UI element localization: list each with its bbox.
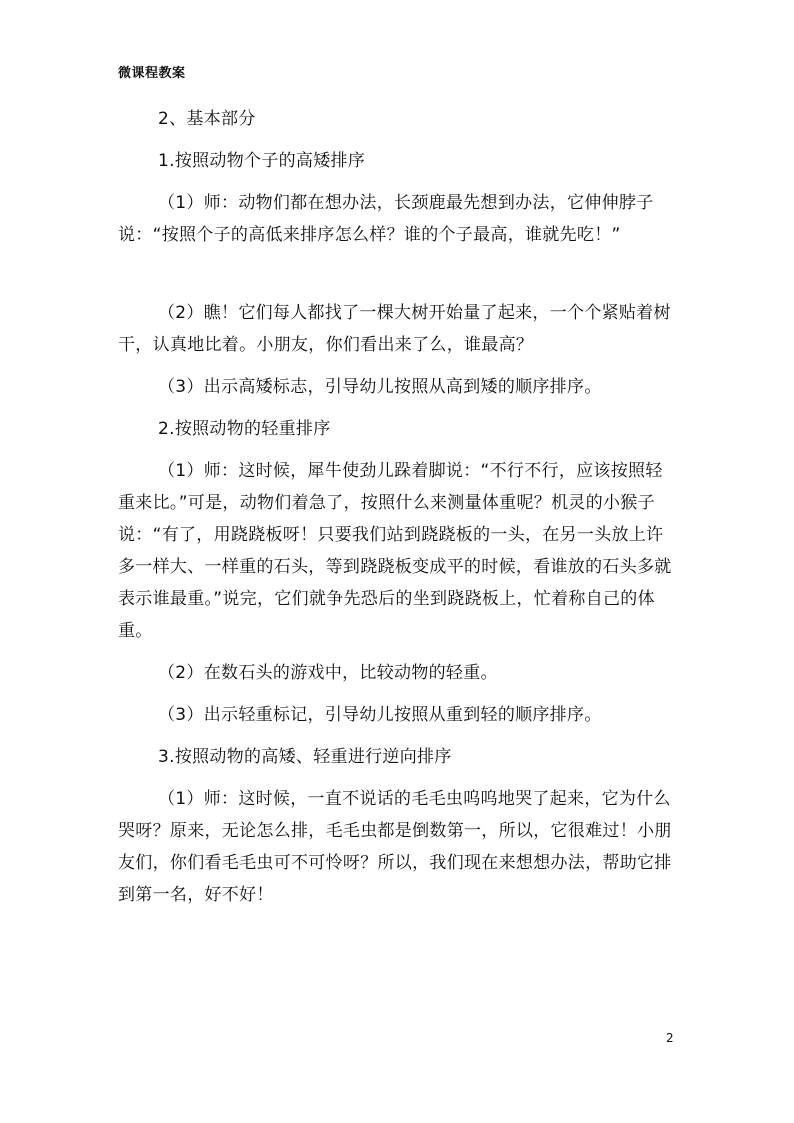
paragraph-height-3: （3）出示高矮标志，引导幼儿按照从高到矮的顺序排序。 (158, 377, 602, 397)
paragraph-height-1: （1）师：动物们都在想办法，长颈鹿最先想到办法，它伸伸脖子说：“按照个子的高低来排序怎么样？谁的个子最高，谁就先吃！” (118, 193, 654, 245)
paragraph-reverse-1: （1）师：这时候，一直不说话的毛毛虫呜呜地哭了起来，它为什么哭呀？原来，无论怎么排，毛毛虫都是倒数第一，所以，它很难过！小朋友们，你们看毛毛虫可不可怜呀？所以，我们现在来想想办法，帮助它排到第一名，好不好！ (118, 789, 672, 905)
page-number: 2 (666, 1031, 674, 1045)
paragraph-weight-1: （1）师：这时候，犀牛使劲儿跺着脚说：“不行不行，应该按照轻重来比。”可是，动物们着急了，按照什么来测量体重呢？机灵的小猴子说：“有了，用跷跷板呀！只要我们站到跷跷板的一头，在另一头放上许多一样大、一样重的石头，等到跷跷板变成平的时候，看谁放的石头多就表示谁最重。”说完，它们就争先恐后的坐到跷跷板上，忙着称自己的体重。 (118, 461, 672, 641)
subsection-heading-weight: 2.按照动物的轻重排序 (158, 419, 331, 439)
paragraph-weight-2: （2）在数石头的游戏中，比较动物的轻重。 (158, 663, 498, 683)
document-header: 微课程教案 (118, 66, 186, 81)
paragraph-height-2: （2）瞧！它们每人都找了一棵大树开始量了起来，一个个紧贴着树干，认真地比着。小朋友，你们看出来了么，谁最高？ (118, 303, 671, 355)
document-body (118, 103, 674, 911)
subsection-heading-height: 1.按照动物个子的高矮排序 (158, 151, 366, 171)
paragraph-weight-3: （3）出示轻重标记，引导幼儿按照从重到轻的顺序排序。 (158, 705, 602, 725)
subsection-heading-reverse: 3.按照动物的高矮、轻重进行逆向排序 (158, 747, 452, 767)
section-heading-basic: 2、基本部分 (158, 109, 256, 129)
